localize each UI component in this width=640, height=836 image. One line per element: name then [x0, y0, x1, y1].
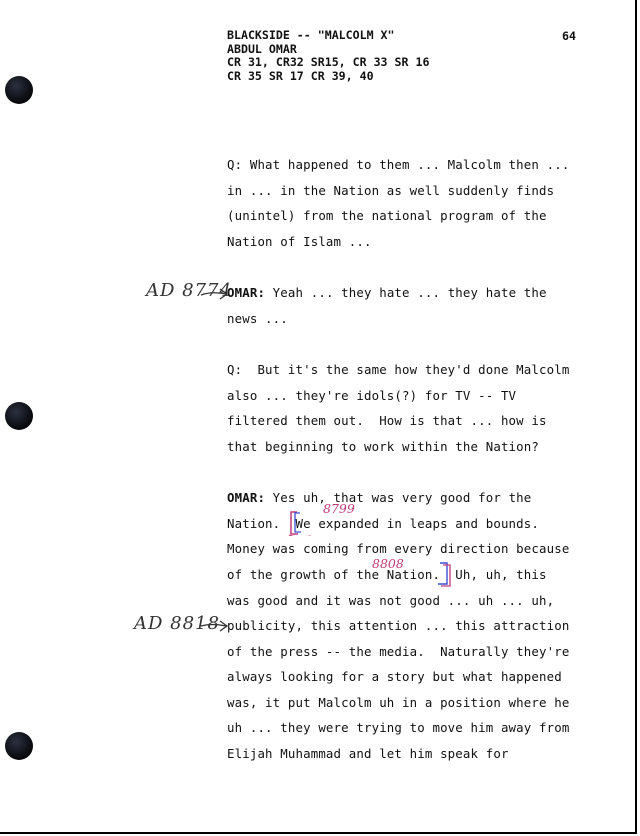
header-title: BLACKSIDE -- "MALCOLM X" [227, 28, 395, 42]
transcript-line: Q: But it's the same how they'd done Malcolm [227, 362, 570, 377]
punch-hole-top [5, 76, 33, 104]
edit-end-bracket-icon [435, 560, 457, 588]
transcript-line: of the growth of the Nation. Uh, uh, this [227, 567, 547, 582]
transcript-line: news ... [227, 311, 288, 326]
handwritten-timecode-ad-8774: AD 8774 [146, 280, 232, 301]
header-roll-codes-2: CR 35 SR 17 CR 39, 40 [227, 68, 374, 83]
speaker-label: OMAR: [227, 285, 266, 300]
transcript-line: filtered them out. How is that ... how is [227, 413, 547, 428]
handwritten-timecode-8799: 8799 [323, 501, 355, 516]
transcript-line: OMAR: Yes uh, that was very good for the [227, 490, 532, 505]
transcript-line: in ... in the Nation as well suddenly finds [227, 183, 555, 198]
transcript-line: was good and it was not good ... uh ... uh, [227, 593, 555, 608]
transcript-line: Money was coming from every direction because [227, 541, 570, 556]
transcript-line: that beginning to work within the Nation? [227, 439, 540, 454]
transcript-line: (unintel) from the national program of the [227, 208, 547, 223]
handwritten-timecode-8808: 8808 [372, 556, 404, 571]
header-roll-codes-1: CR 31, CR32 SR15, CR 33 SR 16 [227, 55, 430, 69]
transcript-line: of the press -- the media. Naturally they're [227, 644, 570, 659]
transcript-line: OMAR: Yeah ... they hate ... they hate the [227, 285, 547, 300]
edit-start-bracket-icon [285, 510, 315, 536]
transcript-line: also ... they're idols(?) for TV -- TV [227, 388, 517, 403]
header-interviewee: ABDUL OMAR [227, 41, 297, 56]
handwritten-arrow-icon [200, 287, 230, 301]
transcript-line: uh ... they were trying to move him away from [227, 720, 570, 735]
transcript-line: publicity, this attention ... this attraction [227, 618, 570, 633]
transcript-header [227, 29, 582, 83]
handwritten-arrow-icon [200, 619, 230, 633]
transcript-line: was, it put Malcolm uh in a position where he [227, 695, 570, 710]
transcript-line: Q: What happened to them ... Malcolm then ... [227, 157, 570, 172]
punch-hole-bottom [5, 732, 33, 760]
punch-hole-middle [5, 402, 33, 430]
page-number: 64 [562, 29, 576, 43]
transcript-line: always looking for a story but what happened [227, 669, 562, 684]
speaker-label: OMAR: [227, 490, 266, 505]
transcript-line: Elijah Muhammad and let him speak for [227, 746, 509, 761]
handwritten-timecode-ad-8818: AD 8818 [134, 613, 220, 634]
transcript-line: Nation of Islam ... [227, 234, 372, 249]
transcript-line: Nation. We expanded in leaps and bounds. [227, 516, 540, 531]
